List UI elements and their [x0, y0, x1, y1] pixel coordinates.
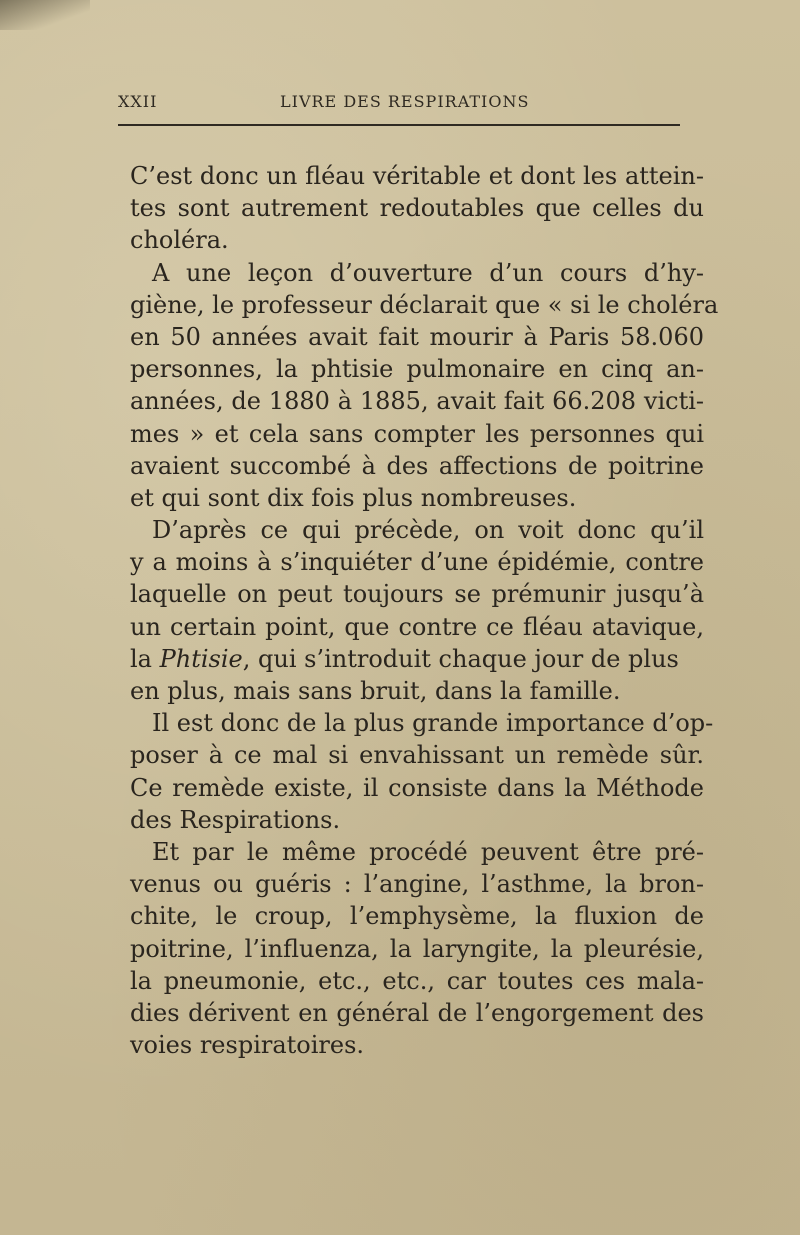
text-line: tes sont autrement redoutables que celles du	[130, 194, 704, 223]
text-line: mes » et cela sans compter les personnes qui	[130, 419, 704, 448]
running-title: LIVRE DES RESPIRATIONS	[280, 92, 530, 111]
text-line	[130, 643, 704, 675]
text-line: poser à ce mal si envahissant un remède sûr.	[130, 741, 704, 770]
text-fragment: la	[130, 644, 160, 673]
text-line: giène, le professeur déclarait que « si le choléra	[130, 290, 719, 319]
page-corner-shadow	[0, 0, 90, 30]
text-line: avaient succombé à des affections de poitrine	[130, 451, 704, 480]
text-line: A une leçon d’ouverture d’un cours d’hy-	[152, 258, 704, 287]
text-line: choléra.	[130, 226, 229, 255]
text-line: années, de 1880 à 1885, avait fait 66.208 victi-	[130, 387, 704, 416]
text-line: Ce remède existe, il consiste dans la Méthode	[130, 773, 704, 802]
text-line: chite, le croup, l’emphysème, la fluxion de	[130, 902, 704, 931]
text-line: poitrine, l’influenza, la laryngite, la pleurésie,	[130, 934, 704, 963]
running-head	[118, 92, 678, 116]
text-line: D’après ce qui précède, on voit donc qu’il	[152, 516, 704, 545]
text-line: personnes, la phtisie pulmonaire en cinq an-	[130, 355, 704, 384]
header-rule	[118, 124, 680, 126]
text-line: dies dérivent en général de l’engorgement des	[130, 998, 704, 1027]
text-line: Il est donc de la plus grande importance d’op-	[152, 709, 714, 738]
text-line: venus ou guéris : l’angine, l’asthme, la bron-	[130, 870, 704, 899]
text-fragment: , qui s’introduit chaque jour de plus	[242, 644, 679, 673]
body-text	[130, 160, 719, 1061]
text-line: y a moins à s’inquiéter d’une épidémie, contre	[130, 548, 704, 577]
text-line: Et par le même procédé peuvent être pré-	[152, 837, 704, 866]
text-line: en 50 années avait fait mourir à Paris 58.060	[130, 322, 704, 351]
text-line: des Respirations.	[130, 805, 341, 834]
page-number: XXII	[118, 92, 158, 111]
text-line: laquelle on peut toujours se prémunir jusqu’à	[130, 580, 704, 609]
text-line: voies respiratoires.	[130, 1031, 365, 1060]
text-line: la pneumonie, etc., etc., car toutes ces mala-	[130, 966, 704, 995]
text-line: en plus, mais sans bruit, dans la famille.	[130, 677, 621, 705]
text-line: et qui sont dix fois plus nombreuses.	[130, 483, 577, 512]
italic-term: Phtisie	[159, 644, 243, 673]
text-line: C’est donc un fléau véritable et dont les attein-	[130, 162, 704, 190]
text-line: un certain point, que contre ce fléau atavique,	[130, 612, 704, 641]
